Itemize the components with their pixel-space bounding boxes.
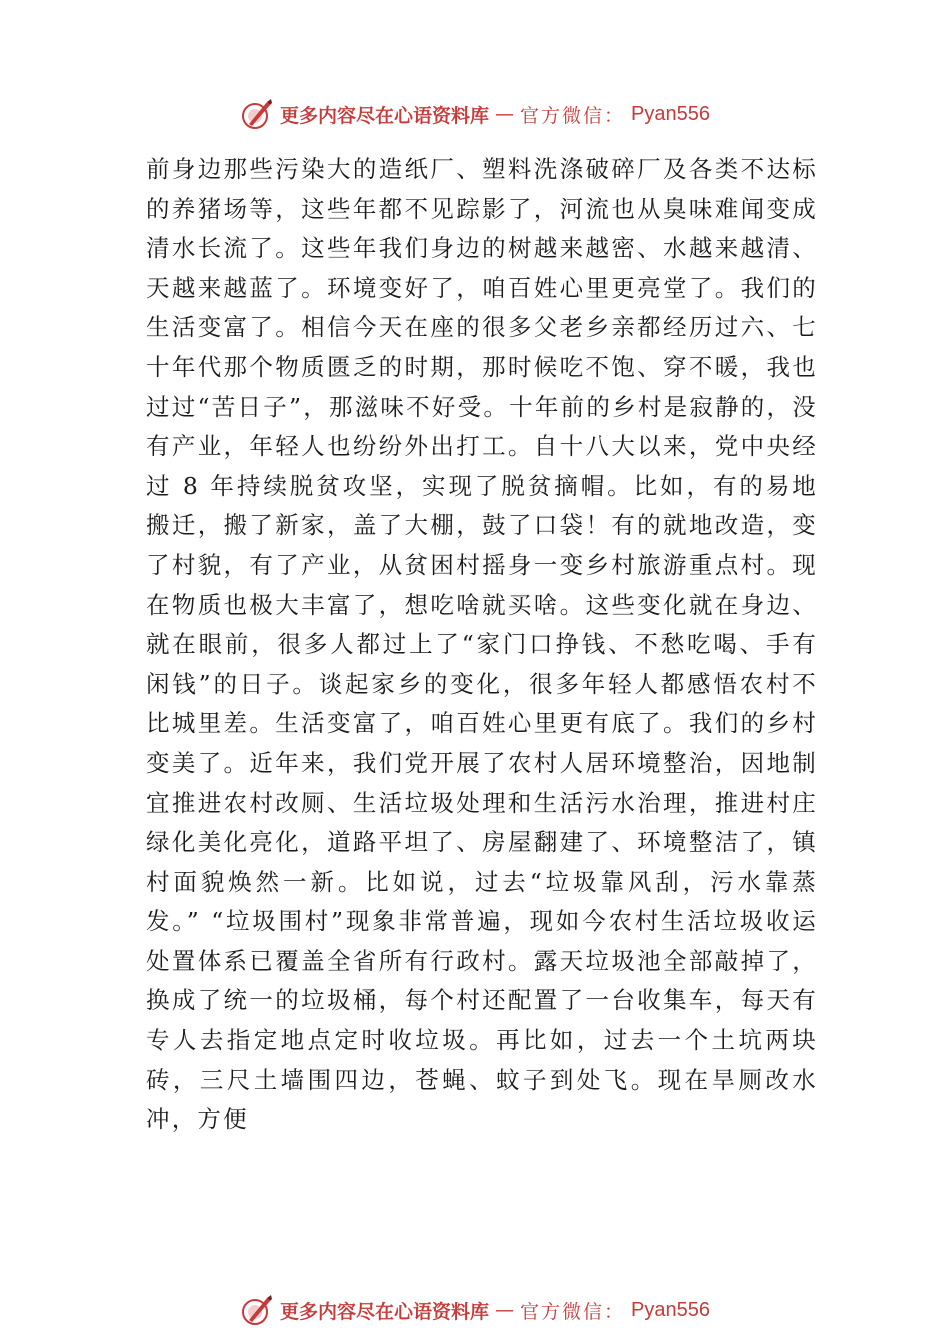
body-paragraph: 前身边那些污染大的造纸厂、塑料洗涤破碎厂及各类不达标的养猪场等，这些年都不见踪影了，河流也从臭味难闻变成清水长流了。这些年我们身边的树越来越密、水越来越清、 天越来越蓝了。环境变好了，咱百姓心里更亮堂了。我们的生活变富了。相信今天在座的很多父老乡亲都经历过六、七十年代那个物质匮乏的时期，那时候吃不饱、穿不暖，我也过过“苦日子”，那滋味不好受。十年前的乡村是寂静的，没有产业，年轻人也纷纷外出打工。自十八大以来，党中央经过 8 年持续脱贫攻坚，实现了脱贫摘帽。比如，有的易地搬迁，搬了新家，盖了大棚，鼓了口袋！有的就地改造，变了村貌，有了产业，从贫困村摇身一变乡村旅游重点村。现在物质也极大丰富了，想吃啥就买啥。这些变化就在身边、就在眼前，很多人都过上了“家门口挣钱、不愁吃喝、手有闲钱”的日子。谈起家乡的变化，很多年轻人都感悟农村不比城里差。生活变富了，咱百姓心里更有底了。我们的乡村变美了。近年来，我们党开展了农村人居环境整治，因地制宜推进农村改厕、生活垃圾处理和生活污水治理，推进村庄绿化美化亮化，道路平坦了、房屋翻建了、环境整洁了，镇村面貌焕然一新。比如说，过去“垃圾靠风刮，污水靠蒸发。” “垃圾围村”现象非常普遍，现如今农村生活垃圾收运处置体系已覆盖全省所有行政村。露天垃圾池全部敲掉了，换成了统一的垃圾桶，每个村还配置了一台收集车，每天有专人去指定地点定时收垃圾。再比如，过去一个土坑两块砖，三尺土墙围四边，苍蝇、蚊子到处飞。现在旱厕改水冲，方便 (146, 155, 818, 1134)
header-brand-text: 更多内容尽在心语资料库 (280, 104, 490, 127)
footer-official-label: 官方微信： (520, 1300, 626, 1323)
header-banner (0, 94, 950, 134)
footer-dash: — (495, 1299, 515, 1321)
footer-banner (0, 1290, 950, 1330)
brush-pen-seal-icon (240, 97, 274, 131)
header-official-label: 官方微信： (520, 104, 626, 127)
footer-wechat-id: Pyan556 (631, 1298, 710, 1321)
header-wechat-id: Pyan556 (631, 102, 710, 125)
brush-pen-seal-icon (240, 1293, 274, 1327)
footer-brand-text: 更多内容尽在心语资料库 (280, 1300, 490, 1323)
header-dash: — (495, 103, 515, 125)
